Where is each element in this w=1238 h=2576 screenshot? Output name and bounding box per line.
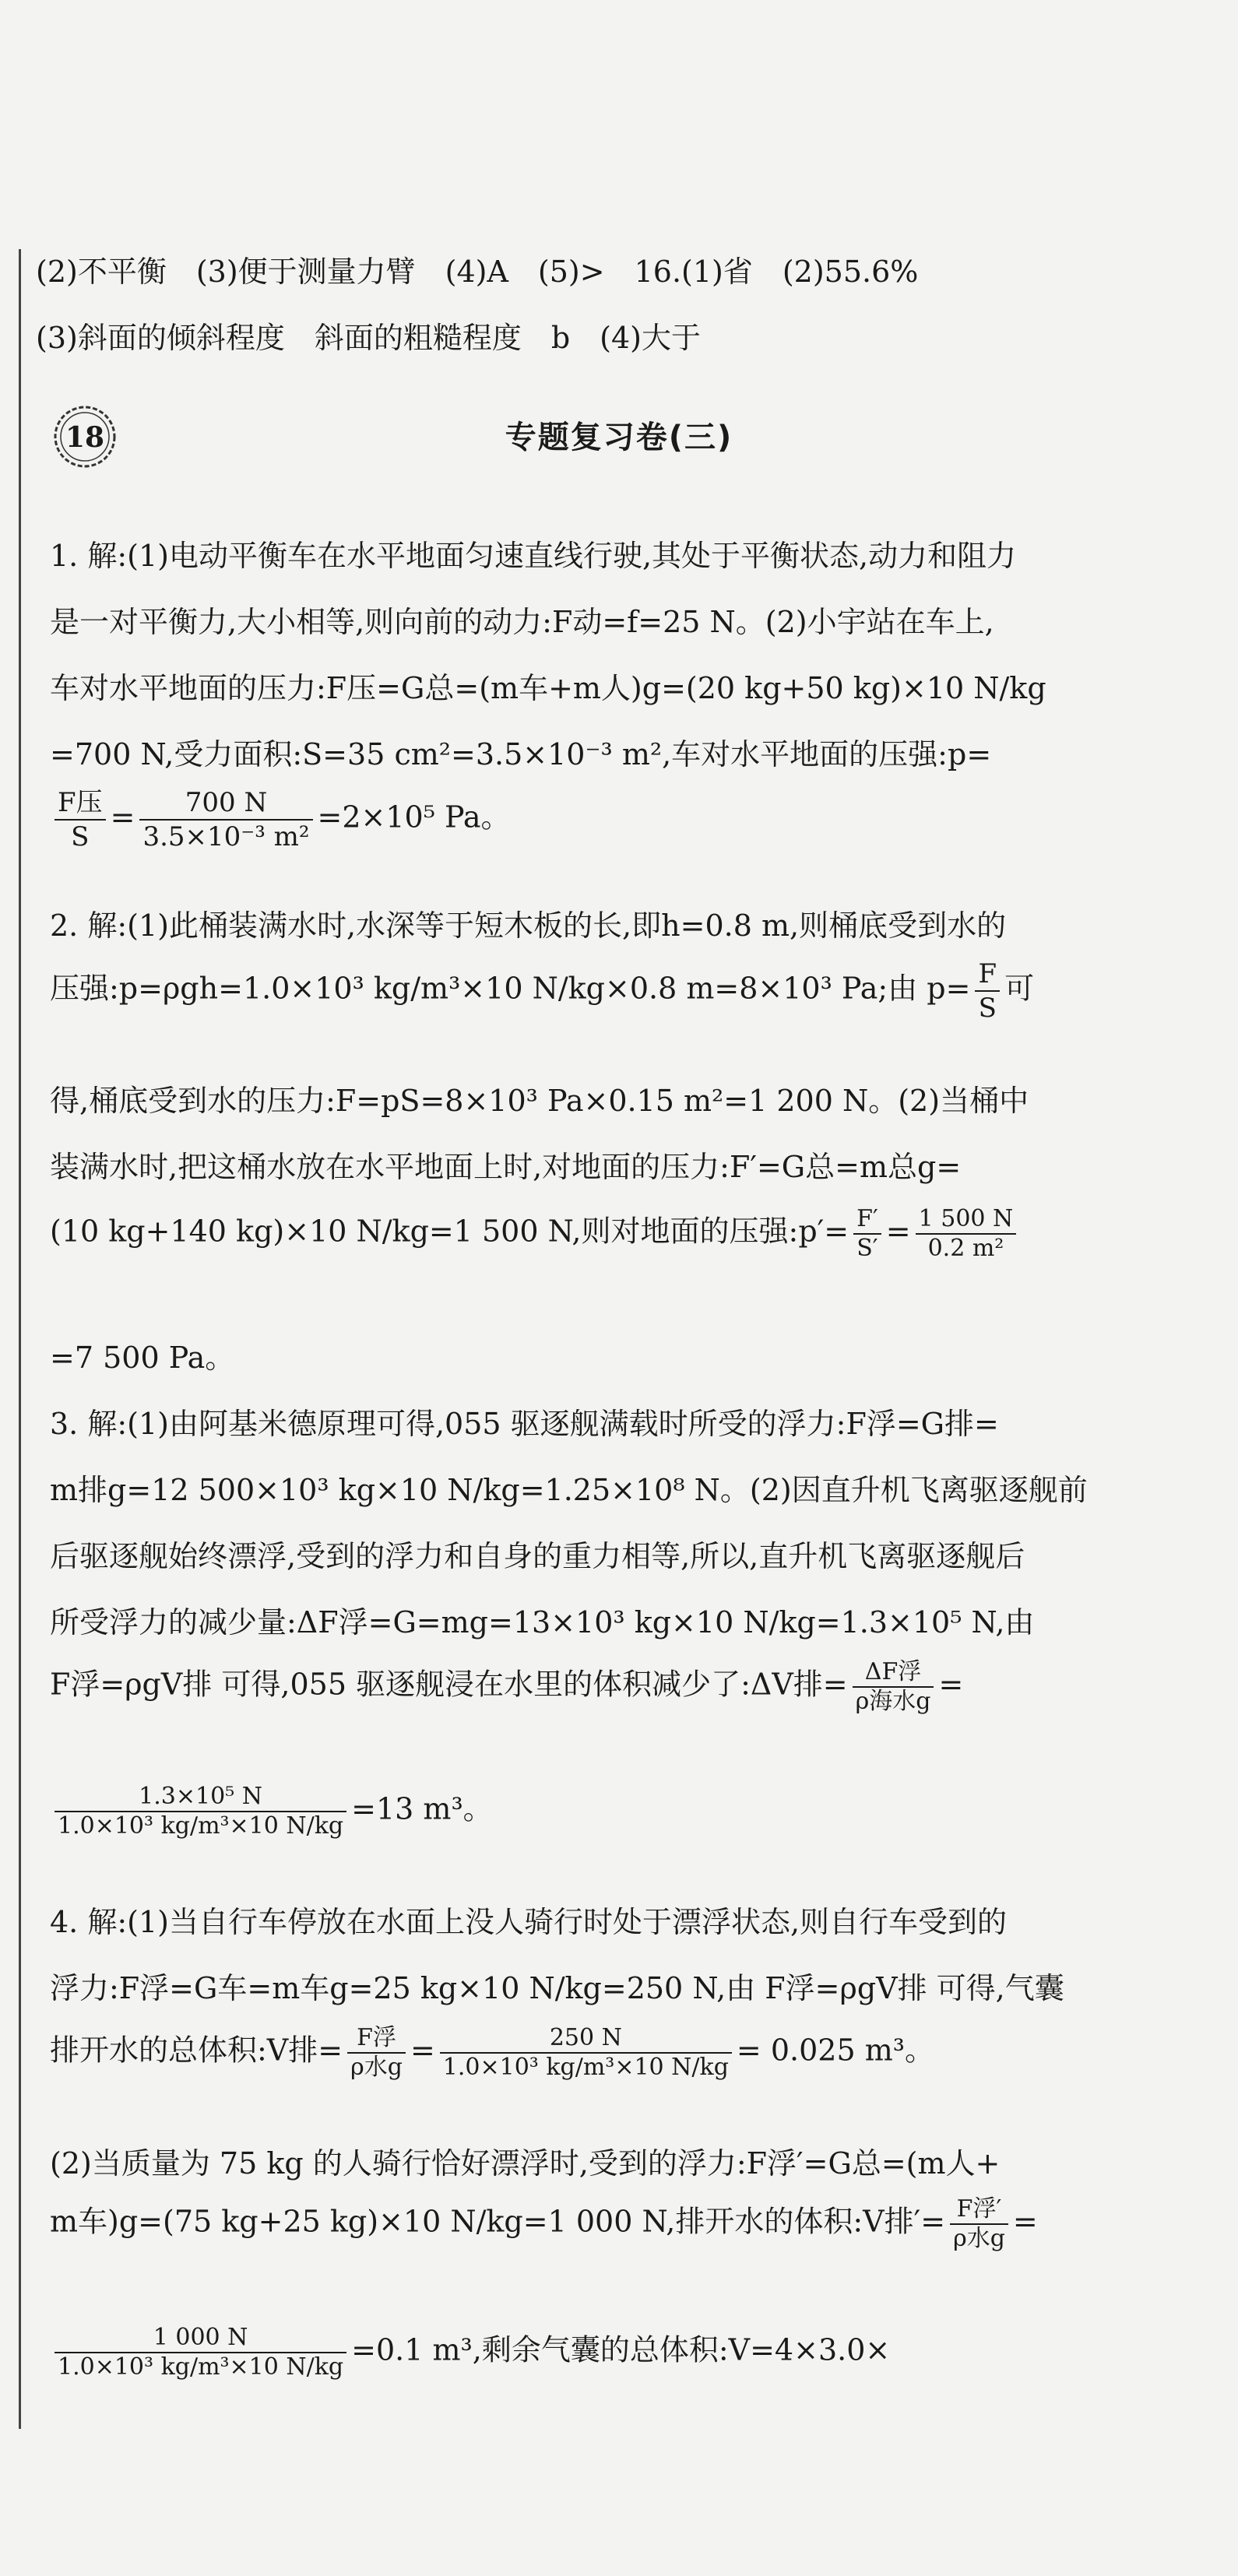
q2-fraction-ps bbox=[975, 958, 1000, 1024]
badge-number: 18 bbox=[65, 421, 105, 454]
q2-line-2 bbox=[50, 958, 1191, 1024]
q1-f2-num: 700 N bbox=[139, 786, 312, 821]
q1-fraction-2 bbox=[139, 786, 312, 853]
q4-f3-num: F浮′ bbox=[950, 2195, 1008, 2225]
q4-fraction-1 bbox=[347, 2024, 406, 2082]
q2-f2-den: S′ bbox=[856, 1235, 878, 1262]
q3-f2-num: 1.3×10⁵ N bbox=[55, 1783, 346, 1812]
q4-f2-num: 250 N bbox=[440, 2024, 732, 2054]
carryover-line-2: (3)斜面的倾斜程度 斜面的粗糙程度 b (4)大于 bbox=[36, 321, 701, 355]
q2-f3-num: 1 500 N bbox=[916, 1205, 1017, 1235]
q4-fraction-4 bbox=[55, 2324, 346, 2381]
q4-f1-num: F浮 bbox=[347, 2024, 406, 2054]
q1-f2-den: 3.5×10⁻³ m² bbox=[142, 821, 310, 852]
carryover-line-1: (2)不平衡 (3)便于测量力臂 (4)A (5)> 16.(1)省 (2)55.6% bbox=[36, 255, 919, 289]
section-title: 专题复习卷(三) bbox=[505, 420, 733, 455]
q4-line-6-tail: =0.1 m³,剩余气囊的总体积:V=4×3.0× bbox=[351, 2332, 891, 2367]
q2-line-5-text: (10 kg+140 kg)×10 N/kg=1 500 N,则对地面的压强:p′= bbox=[50, 1214, 849, 1249]
q3-f2-den: 1.0×10³ kg/m³×10 N/kg bbox=[58, 1812, 344, 1840]
q2-line-1: 2. 解:(1)此桶装满水时,水深等于短木板的长,即h=0.8 m,则桶底受到水的 bbox=[50, 908, 1007, 943]
q4-fraction-2 bbox=[440, 2024, 732, 2082]
q1-line-2: 是一对平衡力,大小相等,则向前的动力:F动=f=25 N。(2)小宇站在车上, bbox=[50, 605, 994, 639]
q3-line-4: 所受浮力的减少量:ΔF浮=G=mg=13×10³ kg×10 N/kg=1.3×10⁵ N,由 bbox=[50, 1605, 1035, 1639]
q4-line-5: m车)g=(75 kg+25 kg)×10 N/kg=1 000 N,排开水的体积:V排′= $\frac{\text{F浮′}}{\text{ρ水g}}$ = bbox=[50, 2195, 1038, 2252]
q1-formula-row: $\frac{\text{F压}}{S}$ = $\frac{700 N}{\text{3.5×10⁻³ m²}}$ =2×10⁵ Pa。 bbox=[50, 786, 1191, 853]
q2-f3-den: 0.2 m² bbox=[927, 1235, 1004, 1262]
q4-line-3-text: 排开水的总体积:V排= bbox=[50, 2033, 343, 2068]
q1-f1-num: F压 bbox=[55, 786, 106, 821]
q4-f3-den: ρ水g bbox=[953, 2225, 1005, 2252]
q4-line-3: 排开水的总体积:V排= $\frac{\text{F浮}}{\text{ρ水g}}$ = $\frac{250 N}{\text{1.0×10³ kg/m³×10 N/kg}}$ = 0.025 m³。 bbox=[50, 2024, 934, 2081]
q1-f1-den: S bbox=[71, 821, 90, 852]
q3-f1-den: ρ海水g bbox=[855, 1688, 931, 1715]
q4-f4-num: 1 000 N bbox=[55, 2324, 346, 2353]
q4-line-1: 4. 解:(1)当自行车停放在水面上没人骑行时处于漂浮状态,则自行车受到的 bbox=[50, 1905, 1008, 1939]
q4-line-6 bbox=[50, 2324, 1191, 2381]
left-margin-rule bbox=[19, 249, 21, 2429]
q3-line-3: 后驱逐舰始终漂浮,受到的浮力和自身的重力相等,所以,直升机飞离驱逐舰后 bbox=[50, 1539, 1025, 1573]
q2-fraction-2 bbox=[853, 1205, 881, 1263]
q3-line-6 bbox=[50, 1783, 1191, 1840]
q2-f2-num: F′ bbox=[853, 1205, 881, 1235]
q2-line-2-tail: 可 bbox=[1004, 971, 1035, 1006]
q2-line-2-text: 压强:p=ρgh=1.0×10³ kg/m³×10 N/kg×0.8 m=8×10³ Pa;由 p= bbox=[50, 971, 971, 1006]
q2-line-6: =7 500 Pa。 bbox=[50, 1341, 235, 1375]
q3-fraction-1 bbox=[853, 1658, 934, 1716]
q4-line-2: 浮力:F浮=G车=m车g=25 kg×10 N/kg=250 N,由 F浮=ρgV排 可得,气囊 bbox=[50, 1971, 1064, 2005]
q4-f1-den: ρ水g bbox=[350, 2054, 403, 2081]
q3-result: =13 m³。 bbox=[351, 1791, 493, 1826]
q1-line-4: =700 N,受力面积:S=35 cm²=3.5×10⁻³ m²,车对水平地面的压强:p= bbox=[50, 737, 992, 771]
q2-f-den: S bbox=[978, 993, 997, 1024]
q1-result: =2×10⁵ Pa。 bbox=[317, 800, 511, 835]
q1-line-3: 车对水平地面的压力:F压=G总=(m车+m人)g=(20 kg+50 kg)×10 N/kg bbox=[50, 671, 1046, 705]
q1-fraction-1 bbox=[55, 786, 106, 853]
q2-line-3: 得,桶底受到水的压力:F=pS=8×10³ Pa×0.15 m²=1 200 N。(2)当桶中 bbox=[50, 1084, 1029, 1118]
q3-fraction-2 bbox=[55, 1783, 346, 1840]
q3-line-5: F浮=ρgV排 可得,055 驱逐舰浸在水里的体积减少了:ΔV排= $\frac{\text{ΔF浮}}{\text{ρ海水g}}$ = bbox=[50, 1658, 964, 1715]
q4-fraction-3 bbox=[950, 2195, 1008, 2253]
q4-line-5-text: m车)g=(75 kg+25 kg)×10 N/kg=1 000 N,排开水的体积:V排′= bbox=[50, 2204, 946, 2239]
q2-f-num: F bbox=[975, 958, 1000, 992]
q4-f4-den: 1.0×10³ kg/m³×10 N/kg bbox=[58, 2353, 344, 2381]
q3-line-2: m排g=12 500×10³ kg×10 N/kg=1.25×10⁸ N。(2)因直升机飞离驱逐舰前 bbox=[50, 1473, 1088, 1507]
q2-line-4: 装满水时,把这桶水放在水平地面上时,对地面的压力:F′=G总=m总g= bbox=[50, 1150, 962, 1184]
q4-line-4: (2)当质量为 75 kg 的人骑行恰好漂浮时,受到的浮力:F浮′=G总=(m人+ bbox=[50, 2146, 1001, 2181]
q3-line-5-text: F浮=ρgV排 可得,055 驱逐舰浸在水里的体积减少了:ΔV排= bbox=[50, 1667, 848, 1702]
q2-fraction-3 bbox=[916, 1205, 1017, 1263]
q1-line-1: 1. 解:(1)电动平衡车在水平地面匀速直线行驶,其处于平衡状态,动力和阻力 bbox=[50, 539, 1017, 573]
q3-line-1: 3. 解:(1)由阿基米德原理可得,055 驱逐舰满载时所受的浮力:F浮=G排= bbox=[50, 1407, 999, 1441]
q4-line-3-tail: = 0.025 m³。 bbox=[736, 2033, 934, 2068]
q2-line-5: (10 kg+140 kg)×10 N/kg=1 500 N,则对地面的压强:p′= $\frac{F'}{S'}$ = $\frac{1 500 N}{\text{0.2 m²}}$ bbox=[50, 1205, 1191, 1263]
q4-f2-den: 1.0×10³ kg/m³×10 N/kg bbox=[442, 2054, 729, 2081]
q3-f1-num: ΔF浮 bbox=[853, 1658, 934, 1688]
